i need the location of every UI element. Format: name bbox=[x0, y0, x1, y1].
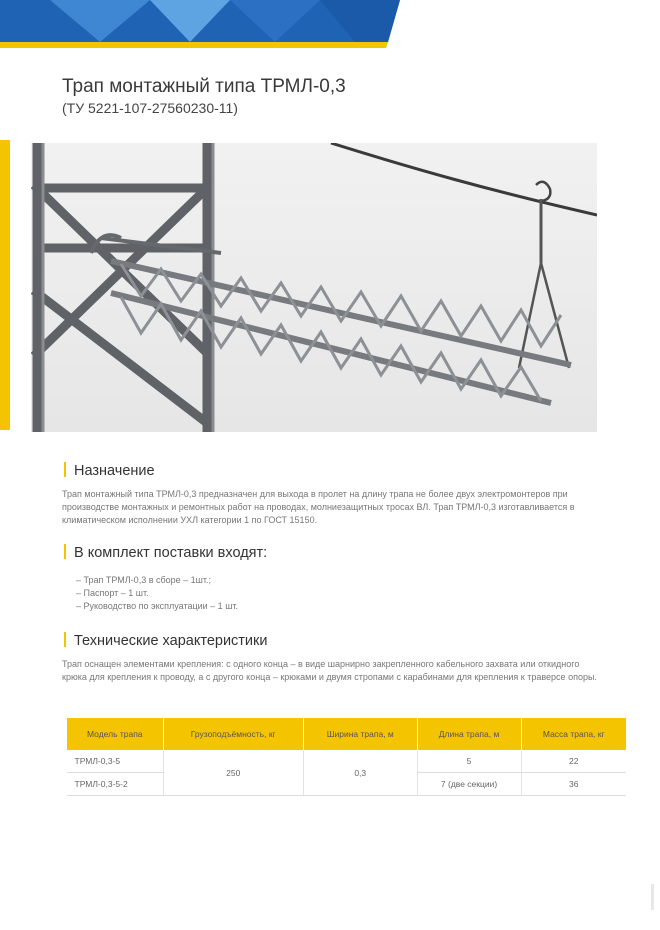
column-header-model: Модель трапа bbox=[67, 718, 164, 750]
cell-capacity: 250 bbox=[163, 750, 303, 796]
page-edge-mark bbox=[651, 884, 654, 910]
cell-model: ТРМЛ-0,3-5 bbox=[67, 750, 164, 773]
section-heading-specs-text: Технические характеристики bbox=[74, 633, 268, 649]
heading-marker bbox=[64, 462, 66, 477]
heading-marker bbox=[64, 544, 66, 559]
list-item: – Трап ТРМЛ-0,3 в сборе – 1шт.; bbox=[76, 575, 212, 585]
cell-width: 0,3 bbox=[303, 750, 417, 796]
column-header-width: Ширина трапа, м bbox=[303, 718, 417, 750]
side-accent-bar bbox=[0, 140, 10, 430]
cell-mass: 36 bbox=[521, 773, 626, 796]
cell-mass: 22 bbox=[521, 750, 626, 773]
spec-table bbox=[66, 718, 626, 796]
heading-marker bbox=[64, 632, 66, 647]
page-subtitle: (ТУ 5221-107-27560230-11) bbox=[62, 100, 238, 116]
list-item: – Руководство по эксплуатации – 1 шт. bbox=[76, 601, 239, 611]
section-heading-specs bbox=[64, 632, 267, 649]
product-photo bbox=[31, 143, 597, 432]
section-heading-purpose-text: Назначение bbox=[74, 463, 155, 479]
cell-length: 7 (две секции) bbox=[417, 773, 521, 796]
table-row bbox=[67, 750, 627, 773]
section-heading-kit bbox=[64, 544, 267, 561]
column-header-capacity: Грузоподъёмность, кг bbox=[163, 718, 303, 750]
table-header-row bbox=[67, 718, 627, 750]
header-banner bbox=[0, 0, 660, 48]
kit-list bbox=[76, 574, 238, 613]
list-item: – Паспорт – 1 шт. bbox=[76, 588, 149, 598]
purpose-text: Трап монтажный типа ТРМЛ-0,3 предназначен для выхода в пролет на длину трапа не более двух электромонтеров при производстве монтажных и ремонтных работ на проводах, молниезащитных тросах ВЛ. Трап ТРМЛ-0,3 изготавливается в климатическом исполнении УХЛ категории 1 по ГОСТ 15150. bbox=[62, 489, 575, 525]
section-heading-purpose bbox=[64, 462, 155, 479]
page-title: Трап монтажный типа ТРМЛ-0,3 bbox=[62, 76, 346, 97]
specs-text: Трап оснащен элементами крепления: с одного конца – в виде шарнирно закрепленного кабельного захвата или откидного крюка для крепления к проводу, а с другого конца – крюками и двумя стропами с карабинами для крепления к траверсе опоры. bbox=[62, 659, 597, 682]
cell-length: 5 bbox=[417, 750, 521, 773]
column-header-mass: Масса трапа, кг bbox=[521, 718, 626, 750]
section-heading-kit-text: В комплект поставки входят: bbox=[74, 545, 268, 561]
column-header-length: Длина трапа, м bbox=[417, 718, 521, 750]
cell-model: ТРМЛ-0,3-5-2 bbox=[67, 773, 164, 796]
